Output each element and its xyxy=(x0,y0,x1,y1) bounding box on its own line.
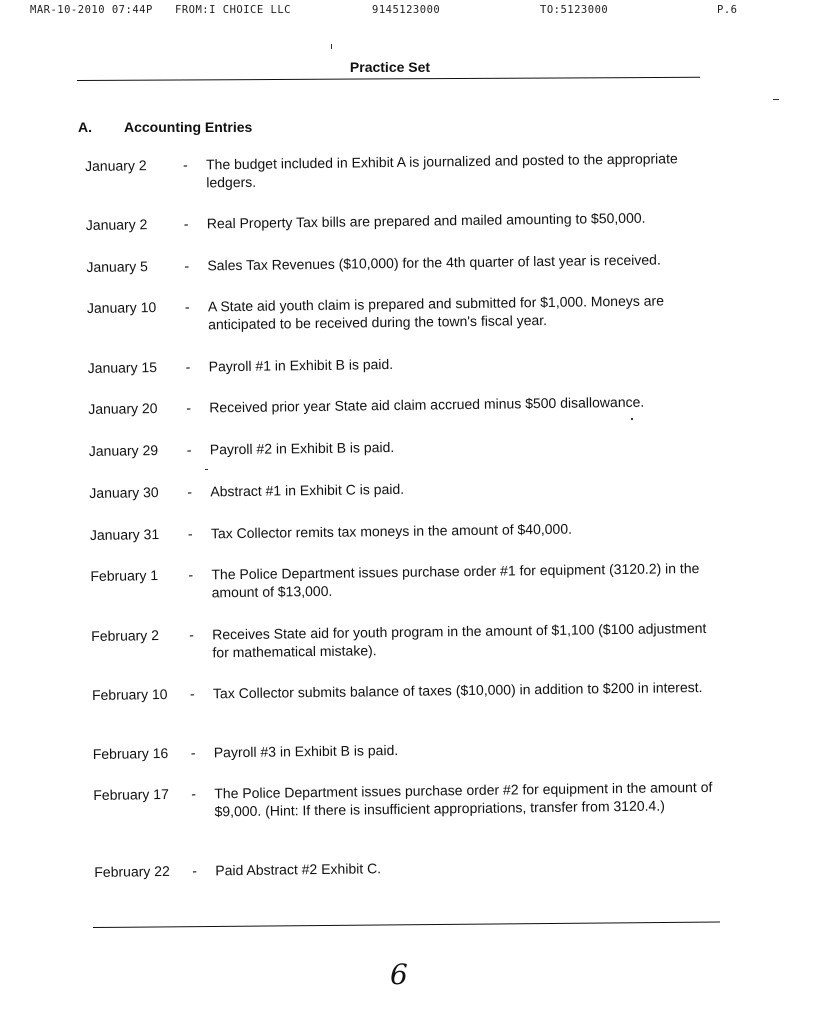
fax-page-number: P.6 xyxy=(717,4,738,16)
entry-date: January 10 xyxy=(86,299,157,316)
entry-description: Real Property Tax bills are prepared and mailed amounting to $50,000. xyxy=(206,209,646,232)
entry-date: January 31 xyxy=(89,526,160,543)
section-title: Accounting Entries xyxy=(124,119,253,135)
page-title: Practice Set xyxy=(349,59,431,75)
entry-dash: - xyxy=(186,441,192,458)
entry-description: Sales Tax Revenues ($10,000) for the 4th quarter of last year is received. xyxy=(207,251,661,274)
fax-recipient: TO:5123000 xyxy=(540,4,609,16)
entry-description: Received prior year State aid claim accrued minus $500 disallowance. xyxy=(209,393,645,416)
entry-date: January 5 xyxy=(86,258,148,275)
entry-description: Receives State aid for youth program in the amount of $1,100 ($100 adjustment for mathematical mistake). xyxy=(212,619,707,661)
entry-dash: - xyxy=(188,566,194,583)
entry-description: Abstract #1 in Exhibit C is paid. xyxy=(210,480,405,500)
entry-date: February 2 xyxy=(91,627,160,644)
entry-date: January 2 xyxy=(84,157,147,174)
fax-phone-number: 9145123000 xyxy=(372,4,441,16)
entry-description: Payroll #3 in Exhibit B is paid. xyxy=(213,741,399,761)
entry-date: February 1 xyxy=(90,567,159,584)
entry-description: Payroll #1 in Exhibit B is paid. xyxy=(208,355,394,375)
entry-date: January 2 xyxy=(85,216,148,233)
entry-dash: - xyxy=(189,626,194,643)
entry-description: The budget included in Exhibit A is journalized and posted to the appropriate ledgers. xyxy=(205,150,678,191)
entry-dash: - xyxy=(192,862,198,879)
entry-dash: - xyxy=(183,215,189,232)
entry-date: January 15 xyxy=(87,359,158,376)
entry-dash: - xyxy=(189,685,195,702)
entry-dash: - xyxy=(185,358,191,375)
entry-date: February 10 xyxy=(91,685,168,703)
entry-dash: - xyxy=(182,156,188,173)
entry-dash: - xyxy=(187,483,193,500)
entry-description: Tax Collector submits balance of taxes ($10,000) in addition to $200 in interest. xyxy=(212,678,703,702)
entry-date: January 20 xyxy=(88,400,158,417)
entry-dash: - xyxy=(191,785,197,802)
entry-dash: - xyxy=(187,525,193,542)
entry-dash: - xyxy=(186,399,192,416)
entry-dash: - xyxy=(190,744,196,761)
entry-description: The Police Department issues purchase order #1 for equipment (3120.2) in the amount of $13,000. xyxy=(211,559,700,601)
entry-date: January 30 xyxy=(89,484,159,501)
entry-date: February 22 xyxy=(94,862,170,880)
entry-dash: - xyxy=(184,257,190,274)
entry-date: January 29 xyxy=(88,442,159,459)
entry-description: Payroll #2 in Exhibit B is paid. xyxy=(209,438,395,458)
entry-description: The Police Department issues purchase order #2 for equipment in the amount of $9,000. (Hint: If there is insufficient appropriations, transfer from 3120.4.) xyxy=(214,778,713,820)
fax-date-time: MAR-10-2010 07:44P xyxy=(30,4,153,16)
entry-dash: - xyxy=(184,298,190,315)
entry-date: February 16 xyxy=(92,744,169,762)
entry-description: Paid Abstract #2 Exhibit C. xyxy=(215,860,382,879)
fax-sender: FROM:I CHOICE LLC xyxy=(175,4,291,16)
entry-description: A State aid youth claim is prepared and submitted for $1,000. Moneys are anticipated to be received during the town's fiscal year. xyxy=(207,292,665,333)
entry-date: February 17 xyxy=(93,785,169,803)
handwritten-page-number: 6 xyxy=(390,958,408,991)
section-letter: A. xyxy=(78,119,92,135)
entry-description: Tax Collector remits tax moneys in the amount of $40,000. xyxy=(210,520,573,542)
